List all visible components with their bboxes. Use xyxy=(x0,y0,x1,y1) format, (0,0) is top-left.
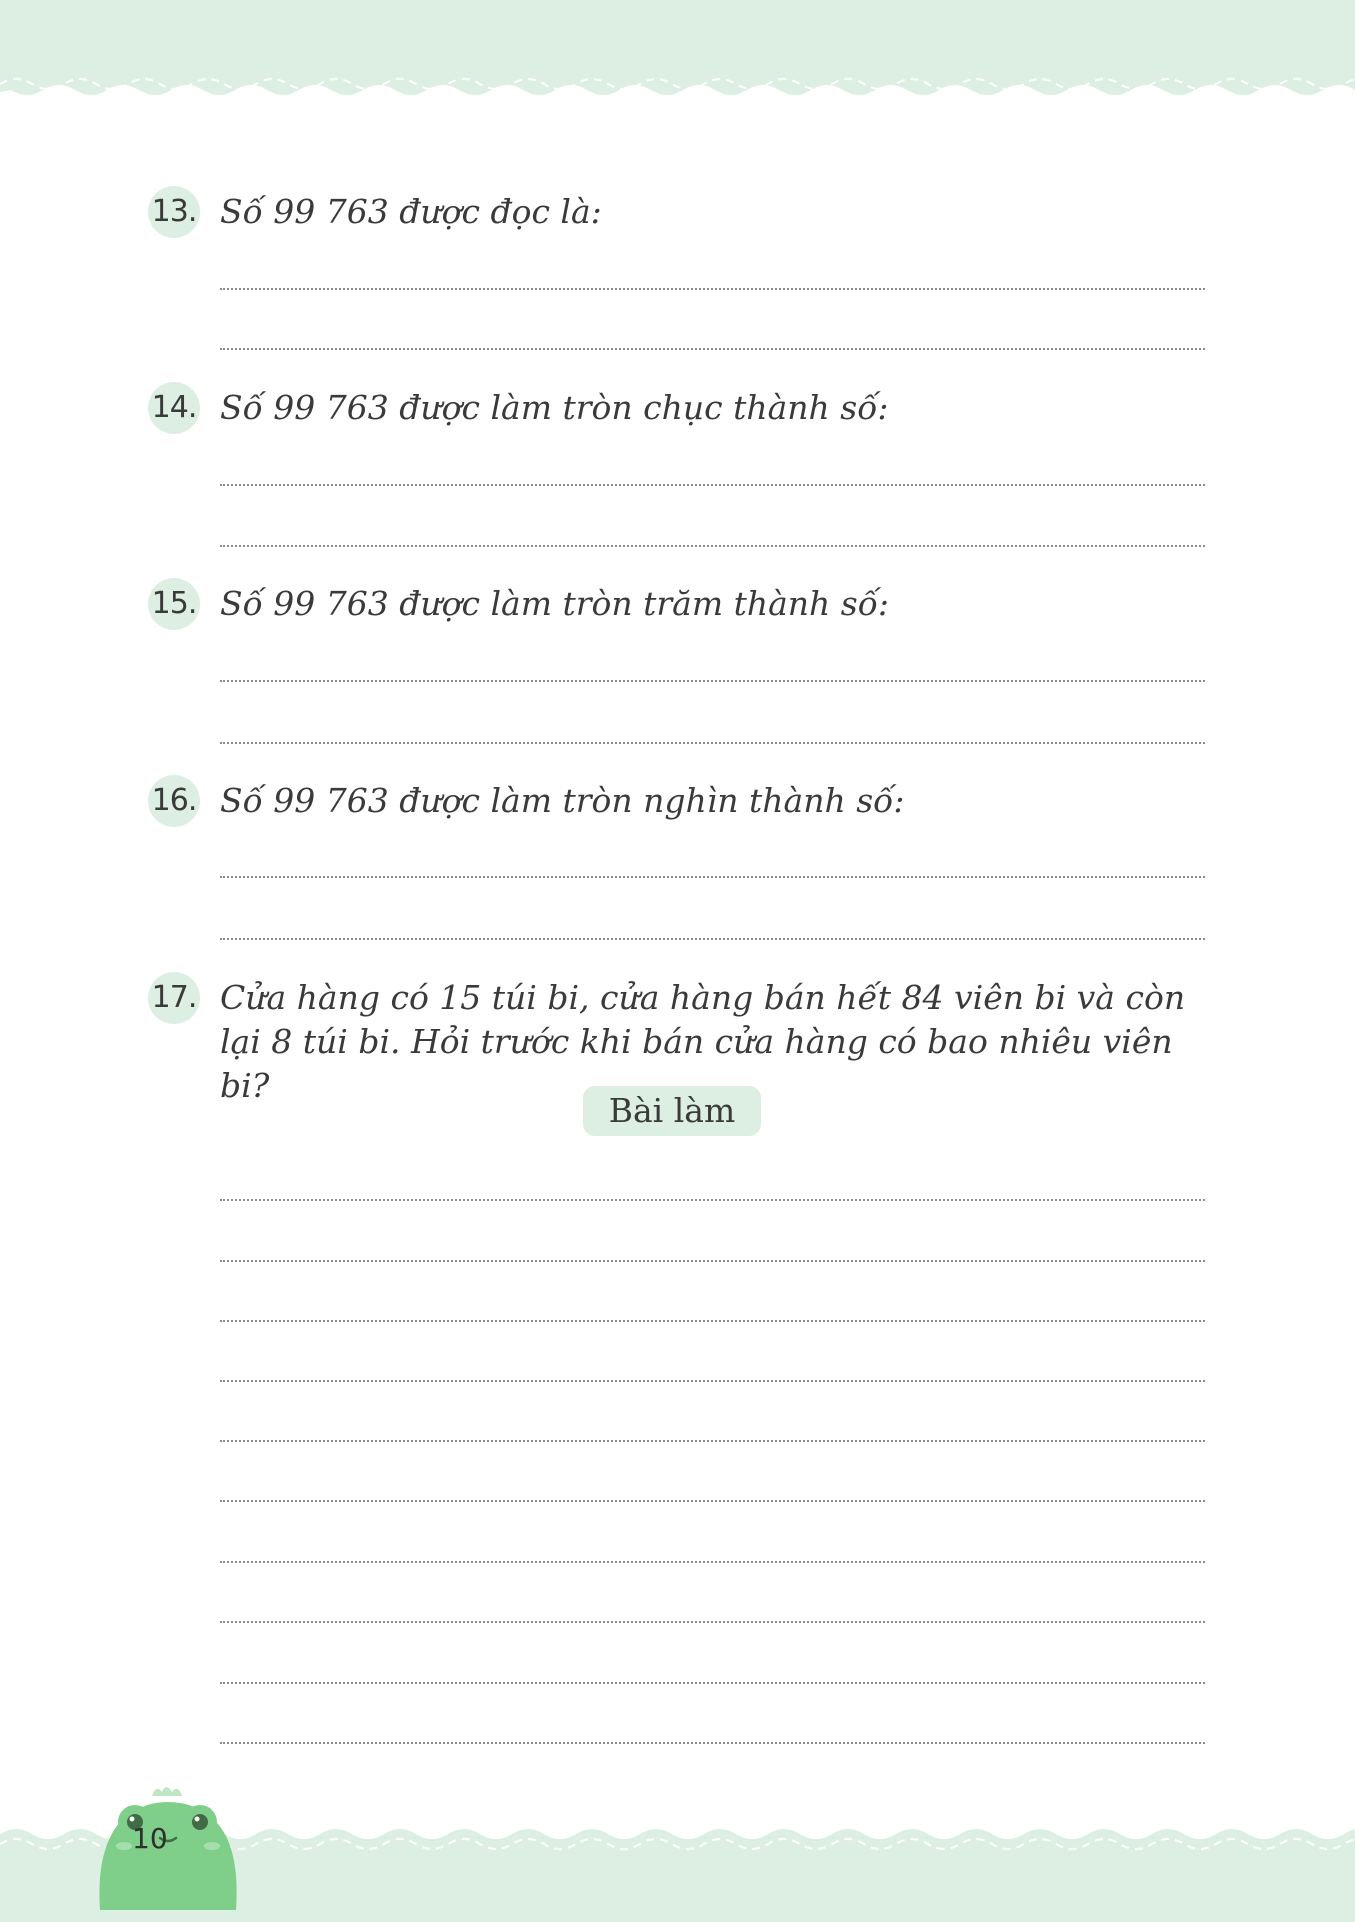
work-label: Bài làm xyxy=(583,1086,761,1136)
answer-line[interactable] xyxy=(220,288,1205,290)
work-line[interactable] xyxy=(220,1742,1205,1744)
question-text: Số 99 763 được làm tròn chục thành số: xyxy=(220,388,889,427)
top-wave-band xyxy=(0,0,1355,120)
question-16 xyxy=(148,775,1205,827)
answer-line[interactable] xyxy=(220,484,1205,486)
question-number-badge: 17. xyxy=(148,972,200,1024)
work-line[interactable] xyxy=(220,1500,1205,1502)
answer-line[interactable] xyxy=(220,348,1205,350)
question-text: Số 99 763 được đọc là: xyxy=(220,192,602,231)
answer-line[interactable] xyxy=(220,545,1205,547)
question-13 xyxy=(148,186,1205,238)
question-number-badge: 16. xyxy=(148,775,200,827)
question-number-badge: 15. xyxy=(148,578,200,630)
work-line[interactable] xyxy=(220,1320,1205,1322)
work-line[interactable] xyxy=(220,1621,1205,1623)
answer-line[interactable] xyxy=(220,938,1205,940)
question-text: Số 99 763 được làm tròn nghìn thành số: xyxy=(220,781,905,820)
work-line[interactable] xyxy=(220,1199,1205,1201)
answer-line[interactable] xyxy=(220,680,1205,682)
question-14 xyxy=(148,382,1205,434)
answer-line[interactable] xyxy=(220,742,1205,744)
question-text: Số 99 763 được làm tròn trăm thành số: xyxy=(220,584,890,623)
question-number-badge: 14. xyxy=(148,382,200,434)
page-number: 10 xyxy=(132,1822,168,1855)
work-line[interactable] xyxy=(220,1380,1205,1382)
question-number-badge: 13. xyxy=(148,186,200,238)
question-text: Cửa hàng có 15 túi bi, cửa hàng bán hết 84 viên bi và còn lại 8 túi bi. Hỏi trước khi bán cửa hàng có bao nhiêu viên bi? xyxy=(220,978,1186,1105)
work-line[interactable] xyxy=(220,1682,1205,1684)
work-line[interactable] xyxy=(220,1440,1205,1442)
work-line[interactable] xyxy=(220,1561,1205,1563)
work-line[interactable] xyxy=(220,1260,1205,1262)
answer-line[interactable] xyxy=(220,876,1205,878)
question-15 xyxy=(148,578,1205,630)
